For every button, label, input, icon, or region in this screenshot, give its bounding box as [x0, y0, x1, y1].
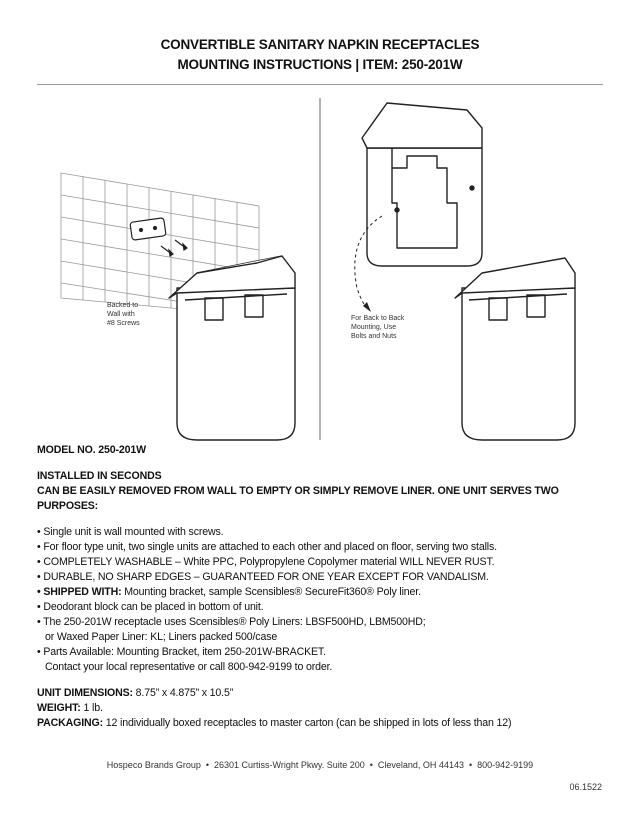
footer-phone: 800-942-9199 — [477, 760, 534, 770]
footer-address: 26301 Curtiss-Wright Pkwy. Suite 200 — [214, 760, 365, 770]
receptacle-back-to-back-illustration — [455, 258, 575, 440]
mounting-diagrams — [37, 88, 603, 443]
model-number: MODEL NO. 250-201W — [37, 444, 146, 456]
footer-contact: Hospeco Brands Group • 26301 Curtiss-Wright Pkwy. Suite 200 • Cleveland, OH 44143 • 800-942-9199 — [106, 760, 534, 770]
right-callout-line2: Mounting, Use — [351, 324, 397, 331]
left-callout-line1: Backed to — [107, 302, 139, 309]
shipped-with-text: Mounting bracket, sample Scensibles® SecureFit360® Poly liner. — [121, 586, 421, 598]
receptacle-back-view-illustration — [362, 103, 482, 266]
unit-weight: WEIGHT: 1 lb. — [37, 702, 103, 714]
mounting-bracket-icon — [130, 218, 166, 241]
document-code: 06.1522 — [569, 782, 602, 792]
installed-subheading: CAN BE EASILY REMOVED FROM WALL TO EMPTY OR SIMPLY REMOVE LINER. ONE UNIT SERVES TWO PURPOSES: — [37, 485, 559, 512]
bullet-liners-line1: • The 250-201W receptacle uses Scensibles® Poly Liners: LBSF500HD, LBM500HD; — [37, 616, 426, 628]
installed-heading: INSTALLED IN SECONDS — [37, 470, 162, 482]
left-callout-line3: #8 Screws — [107, 320, 140, 327]
bullet-parts-line2: Contact your local representative or call 800-942-9199 to order. — [45, 661, 333, 673]
document-title-line1: CONVERTIBLE SANITARY NAPKIN RECEPTACLES — [160, 37, 480, 52]
right-callout-line1: For Back to Back — [351, 315, 405, 322]
document-title-line2: MOUNTING INSTRUCTIONS | ITEM: 250-201W — [177, 57, 463, 72]
footer-company: Hospeco Brands Group — [106, 760, 201, 770]
shipped-with-label: • SHIPPED WITH: — [37, 586, 122, 598]
bullet-floor-type: • For floor type unit, two single units are attached to each other and placed on floor, serving two stalls. — [37, 541, 497, 553]
product-details — [37, 443, 607, 731]
header-divider — [37, 84, 603, 85]
bullet-deodorant: • Deodorant block can be placed in bottom of unit. — [37, 601, 264, 613]
bullet-wall-mounted: • Single unit is wall mounted with screws. — [37, 526, 224, 538]
right-callout-line3: Bolts and Nuts — [351, 333, 397, 340]
bullet-durable: • DURABLE, NO SHARP EDGES – GUARANTEED FOR ONE YEAR EXCEPT FOR VANDALISM. — [37, 571, 489, 583]
bullet-parts-line1: • Parts Available: Mounting Bracket, item 250-201W-BRACKET. — [37, 646, 326, 658]
unit-packaging: PACKAGING: 12 individually boxed receptacles to master carton (can be shipped in lots of less than 12) — [37, 717, 512, 729]
screw-icon — [161, 240, 187, 256]
bullet-shipped-with — [37, 585, 607, 600]
left-callout-line2: Wall with — [107, 311, 135, 318]
footer-city: Cleveland, OH 44143 — [377, 760, 464, 770]
bullet-washable: • COMPLETELY WASHABLE – White PPC, Polypropylene Copolymer material WILL NEVER RUST. — [37, 556, 495, 568]
receptacle-wall-mounted-illustration — [169, 256, 295, 440]
unit-dimensions: UNIT DIMENSIONS: 8.75” x 4.875” x 10.5” — [37, 687, 234, 699]
bullet-liners-line2: or Waxed Paper Liner: KL; Liners packed 500/case — [45, 631, 278, 643]
